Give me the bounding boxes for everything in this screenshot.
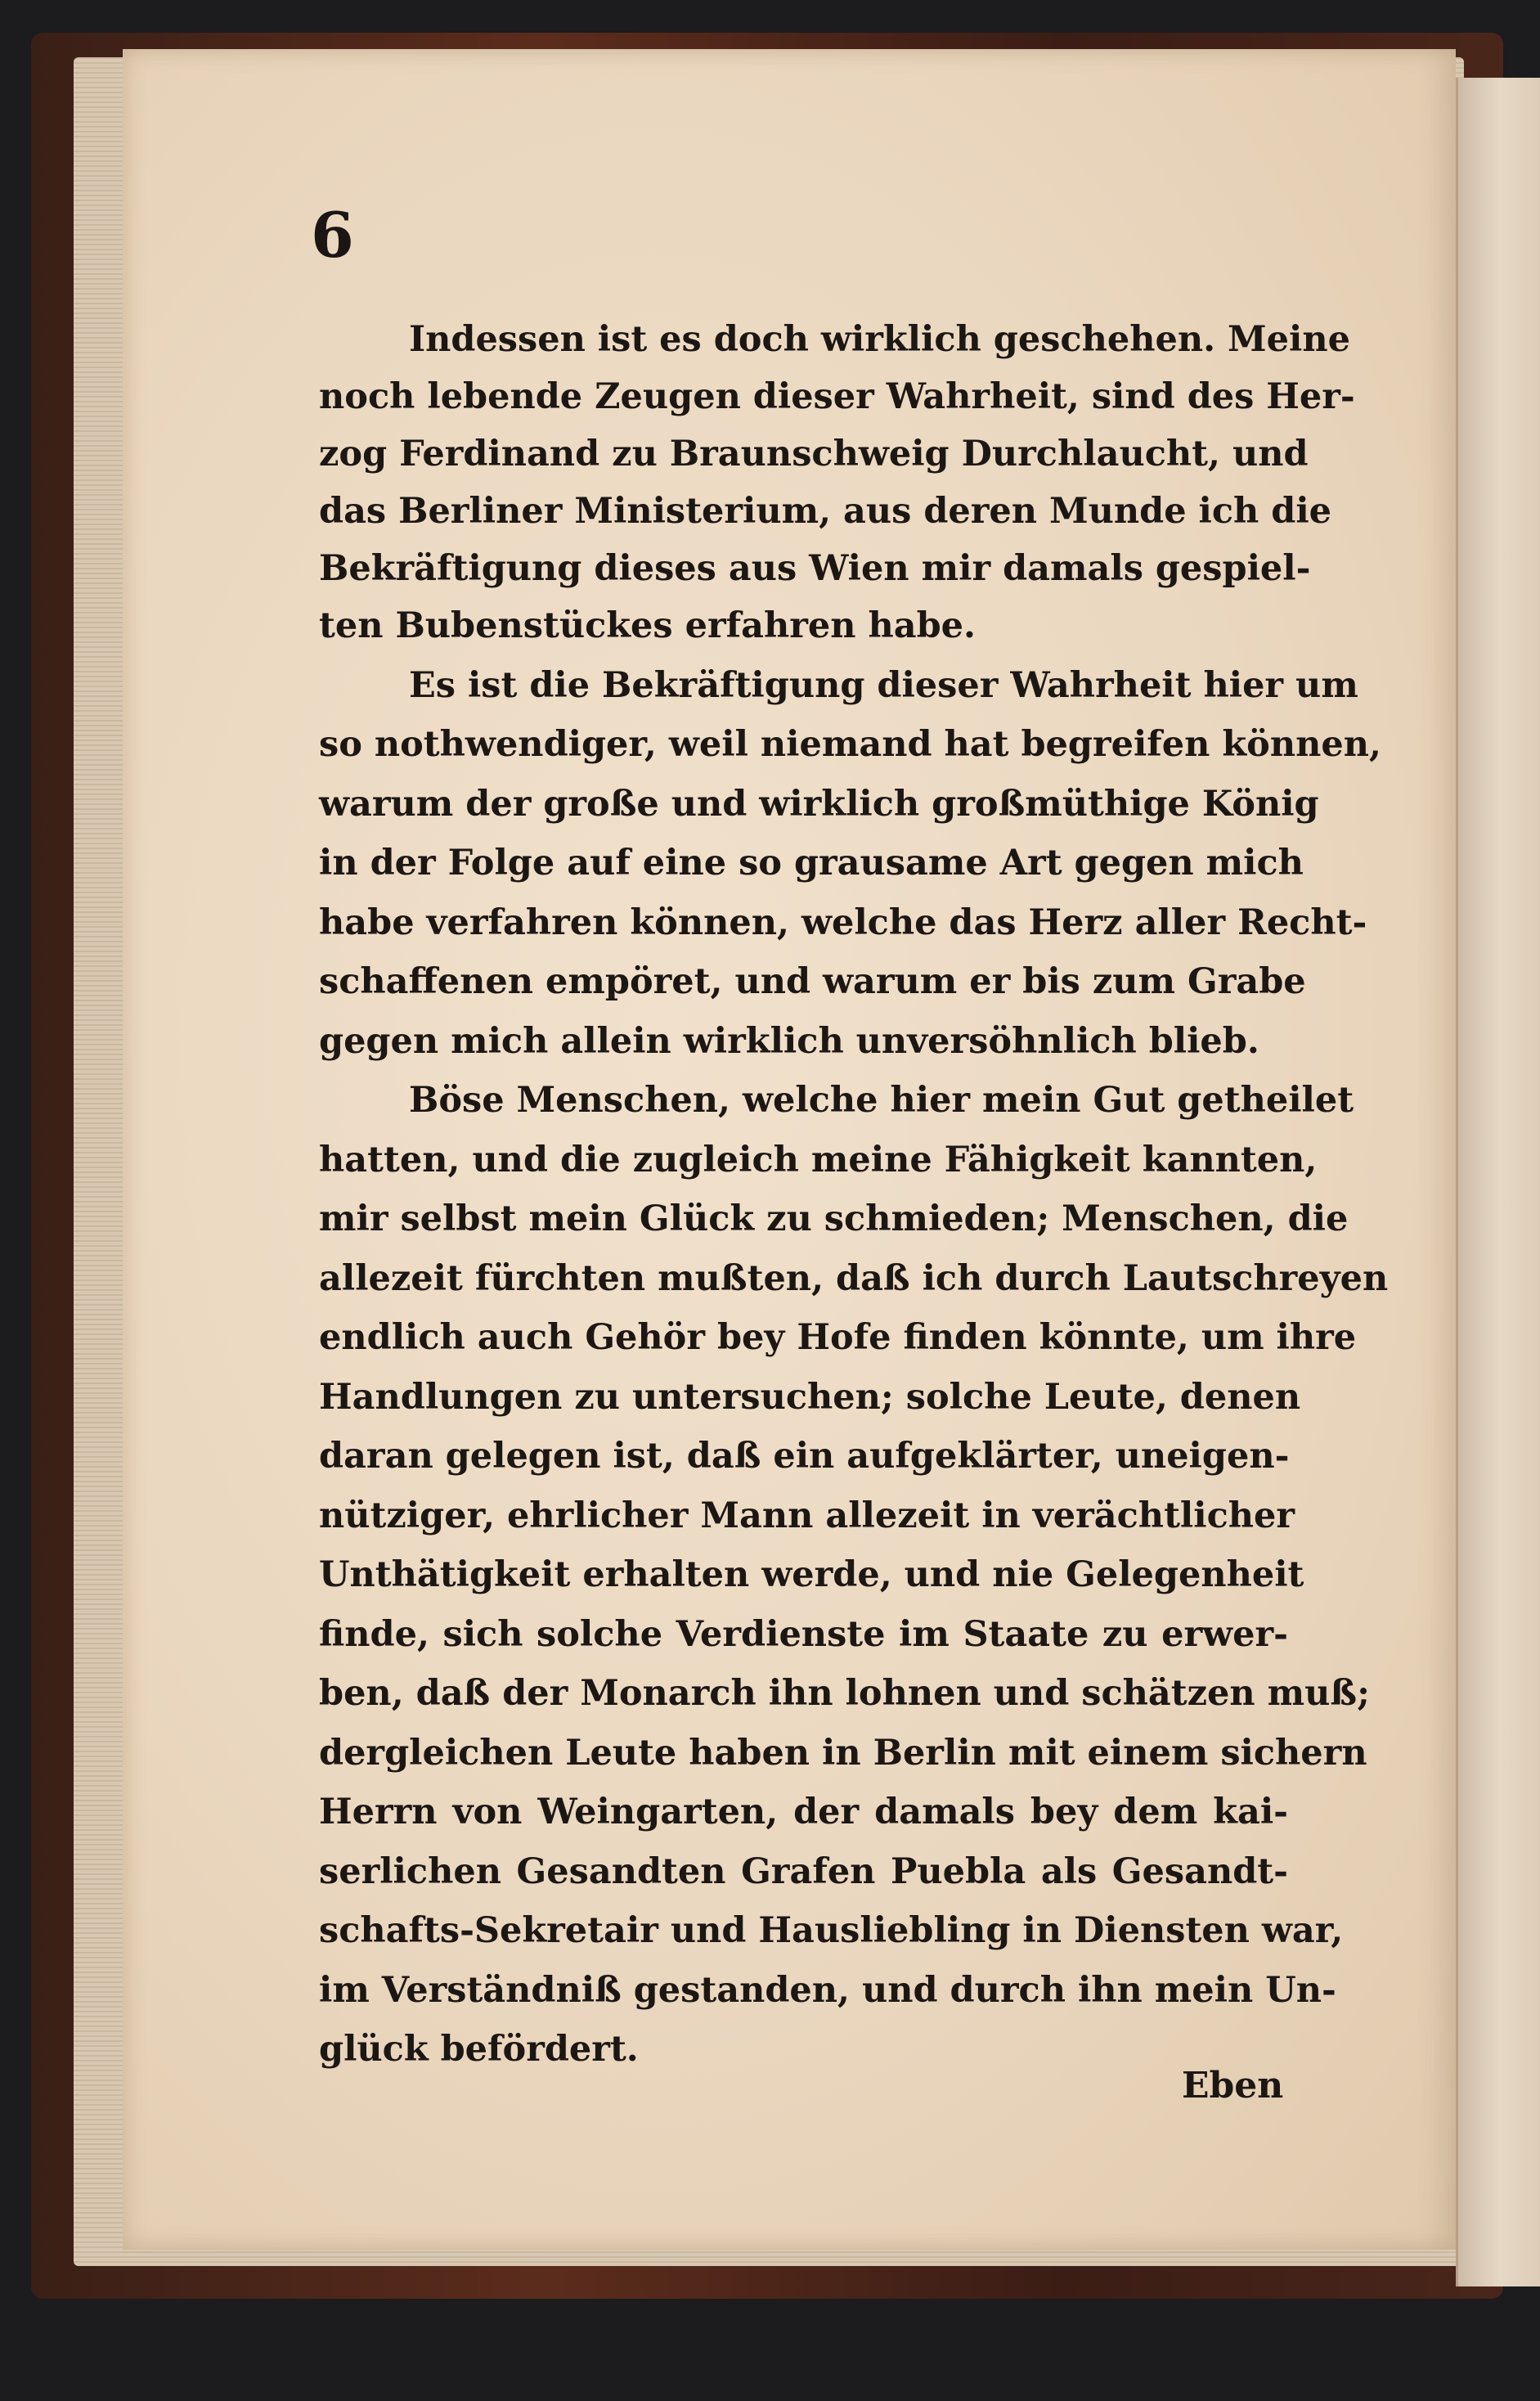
text-line: im Verständniß gestanden, und durch ihn mein Un- [319, 1970, 1336, 2011]
text-line: Handlungen zu untersuchen; solche Leute, denen [319, 1377, 1301, 1418]
text-line: Herrn von Weingarten, der damals bey dem kai- [319, 1792, 1288, 1832]
facing-page-edge [1456, 78, 1540, 2286]
text-line: allezeit fürchten mußten, daß ich durch Lautschreyen [319, 1258, 1389, 1299]
text-line: gegen mich allein wirklich unversöhnlich blieb. [319, 1021, 1259, 1062]
text-line: zog Ferdinand zu Braunschweig Durchlaucht, und [319, 434, 1309, 474]
text-line: hatten, und die zugleich meine Fähigkeit kannten, [319, 1140, 1318, 1180]
text-line: so nothwendiger, weil niemand hat begreifen können, [319, 724, 1381, 765]
text-line: ben, daß der Monarch ihn lohnen und schätzen muß; [319, 1673, 1370, 1714]
catchword: Eben [1182, 2065, 1284, 2106]
text-line: daran gelegen ist, daß ein aufgeklärter, uneigen- [319, 1436, 1290, 1477]
text-line: Bekräftigung dieses aus Wien mir damals gespiel- [319, 548, 1311, 589]
text-line: serlichen Gesandten Grafen Puebla als Gesandt- [319, 1851, 1288, 1892]
text-line: mir selbst mein Glück zu schmieden; Menschen, die [319, 1198, 1349, 1239]
text-line: nütziger, ehrlicher Mann allezeit in verächtlicher [319, 1495, 1295, 1536]
text-line: endlich auch Gehör bey Hofe finden könnte, um ihre [319, 1317, 1357, 1358]
text-line: dergleichen Leute haben in Berlin mit einem sichern [319, 1733, 1367, 1774]
text-line: Unthätigkeit erhalten werde, und nie Gelegenheit [319, 1554, 1304, 1595]
text-line: schaffenen empöret, und warum er bis zum Grabe [319, 961, 1306, 1002]
text-line: warum der große und wirklich großmüthige König [319, 784, 1319, 825]
text-line: habe verfahren können, welche das Herz aller Recht- [319, 902, 1367, 943]
text-line: noch lebende Zeugen dieser Wahrheit, sind des Her- [319, 376, 1355, 417]
text-line: glück befördert. [319, 2029, 639, 2070]
text-line: ten Bubenstückes erfahren habe. [319, 605, 976, 646]
text-line: das Berliner Ministerium, aus deren Munde ich die [319, 491, 1332, 532]
text-line: Es ist die Bekräftigung dieser Wahrheit hier um [409, 665, 1358, 706]
text-line: Böse Menschen, welche hier mein Gut getheilet [409, 1080, 1354, 1121]
text-line: schafts-Sekretair und Hausliebling in Diensten war, [319, 1910, 1344, 1951]
text-line: in der Folge auf eine so grausame Art gegen mich [319, 843, 1304, 884]
text-line: Indessen ist es doch wirklich geschehen. Meine [409, 319, 1350, 360]
page-number: 6 [311, 199, 354, 272]
text-line: finde, sich solche Verdienste im Staate zu erwer- [319, 1614, 1288, 1655]
